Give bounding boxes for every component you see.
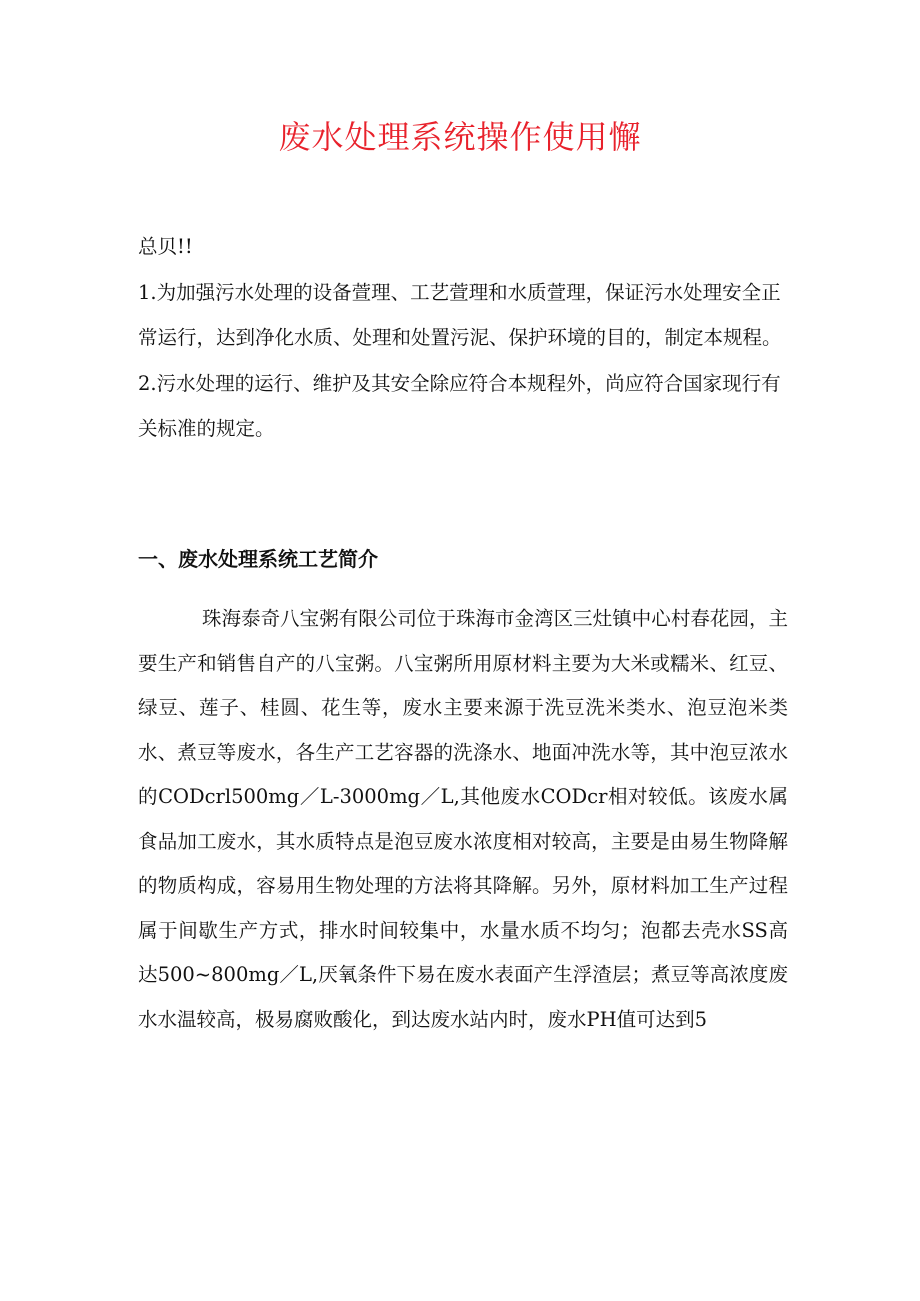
general-heading: 总贝!! (138, 235, 193, 258)
provision-item-2: 2.污水处理的运行、维护及其安全除应符合本规程外，尚应符合国家现行有关标准的规定。 (138, 371, 781, 440)
general-provisions (138, 224, 788, 452)
section-title: 一、废水处理系统工艺简介 (138, 547, 378, 571)
document-title: 废水处理系统操作使用懈 (278, 118, 642, 156)
section-body-paragraph: 珠海泰奇八宝粥有限公司位于珠海市金湾区三灶镇中心村春花园，主要生产和销售自产的八宝粥。八宝粥所用原材料主要为大米或糯米、红豆、绿豆、莲子、桂圆、花生等，废水主要来源于洗豆洗米类水、泡豆泡米类水、煮豆等废水，各生产工艺容器的洗涤水、地面冲洗水等，其中泡豆浓水的CODcrl500mg／L-3000mg／L,其他废水CODcr相对较低。该废水属食品加工废水，其水质特点是泡豆废水浓度相对较高，主要是由易生物降解的物质构成，容易用生物处理的方法将其降解。另外，原材料加工生产过程属于间歇生产方式，排水时间较集中，水量水质不均匀；泡都去壳水SS高达500~800mg／L,厌氧条件下易在废水表面产生浮渣层；煮豆等高浓度废水水温较高，极易腐败酸化，到达废水站内时，废水PH值可达到5 (138, 607, 788, 1031)
provision-item-1: 1.为加强污水处理的设备萱理、工艺萱理和水质萱理，保证污水处理安全正常运行，达到净化水质、处理和处置污泥、保护环境的目的，制定本规程。 (138, 280, 782, 349)
